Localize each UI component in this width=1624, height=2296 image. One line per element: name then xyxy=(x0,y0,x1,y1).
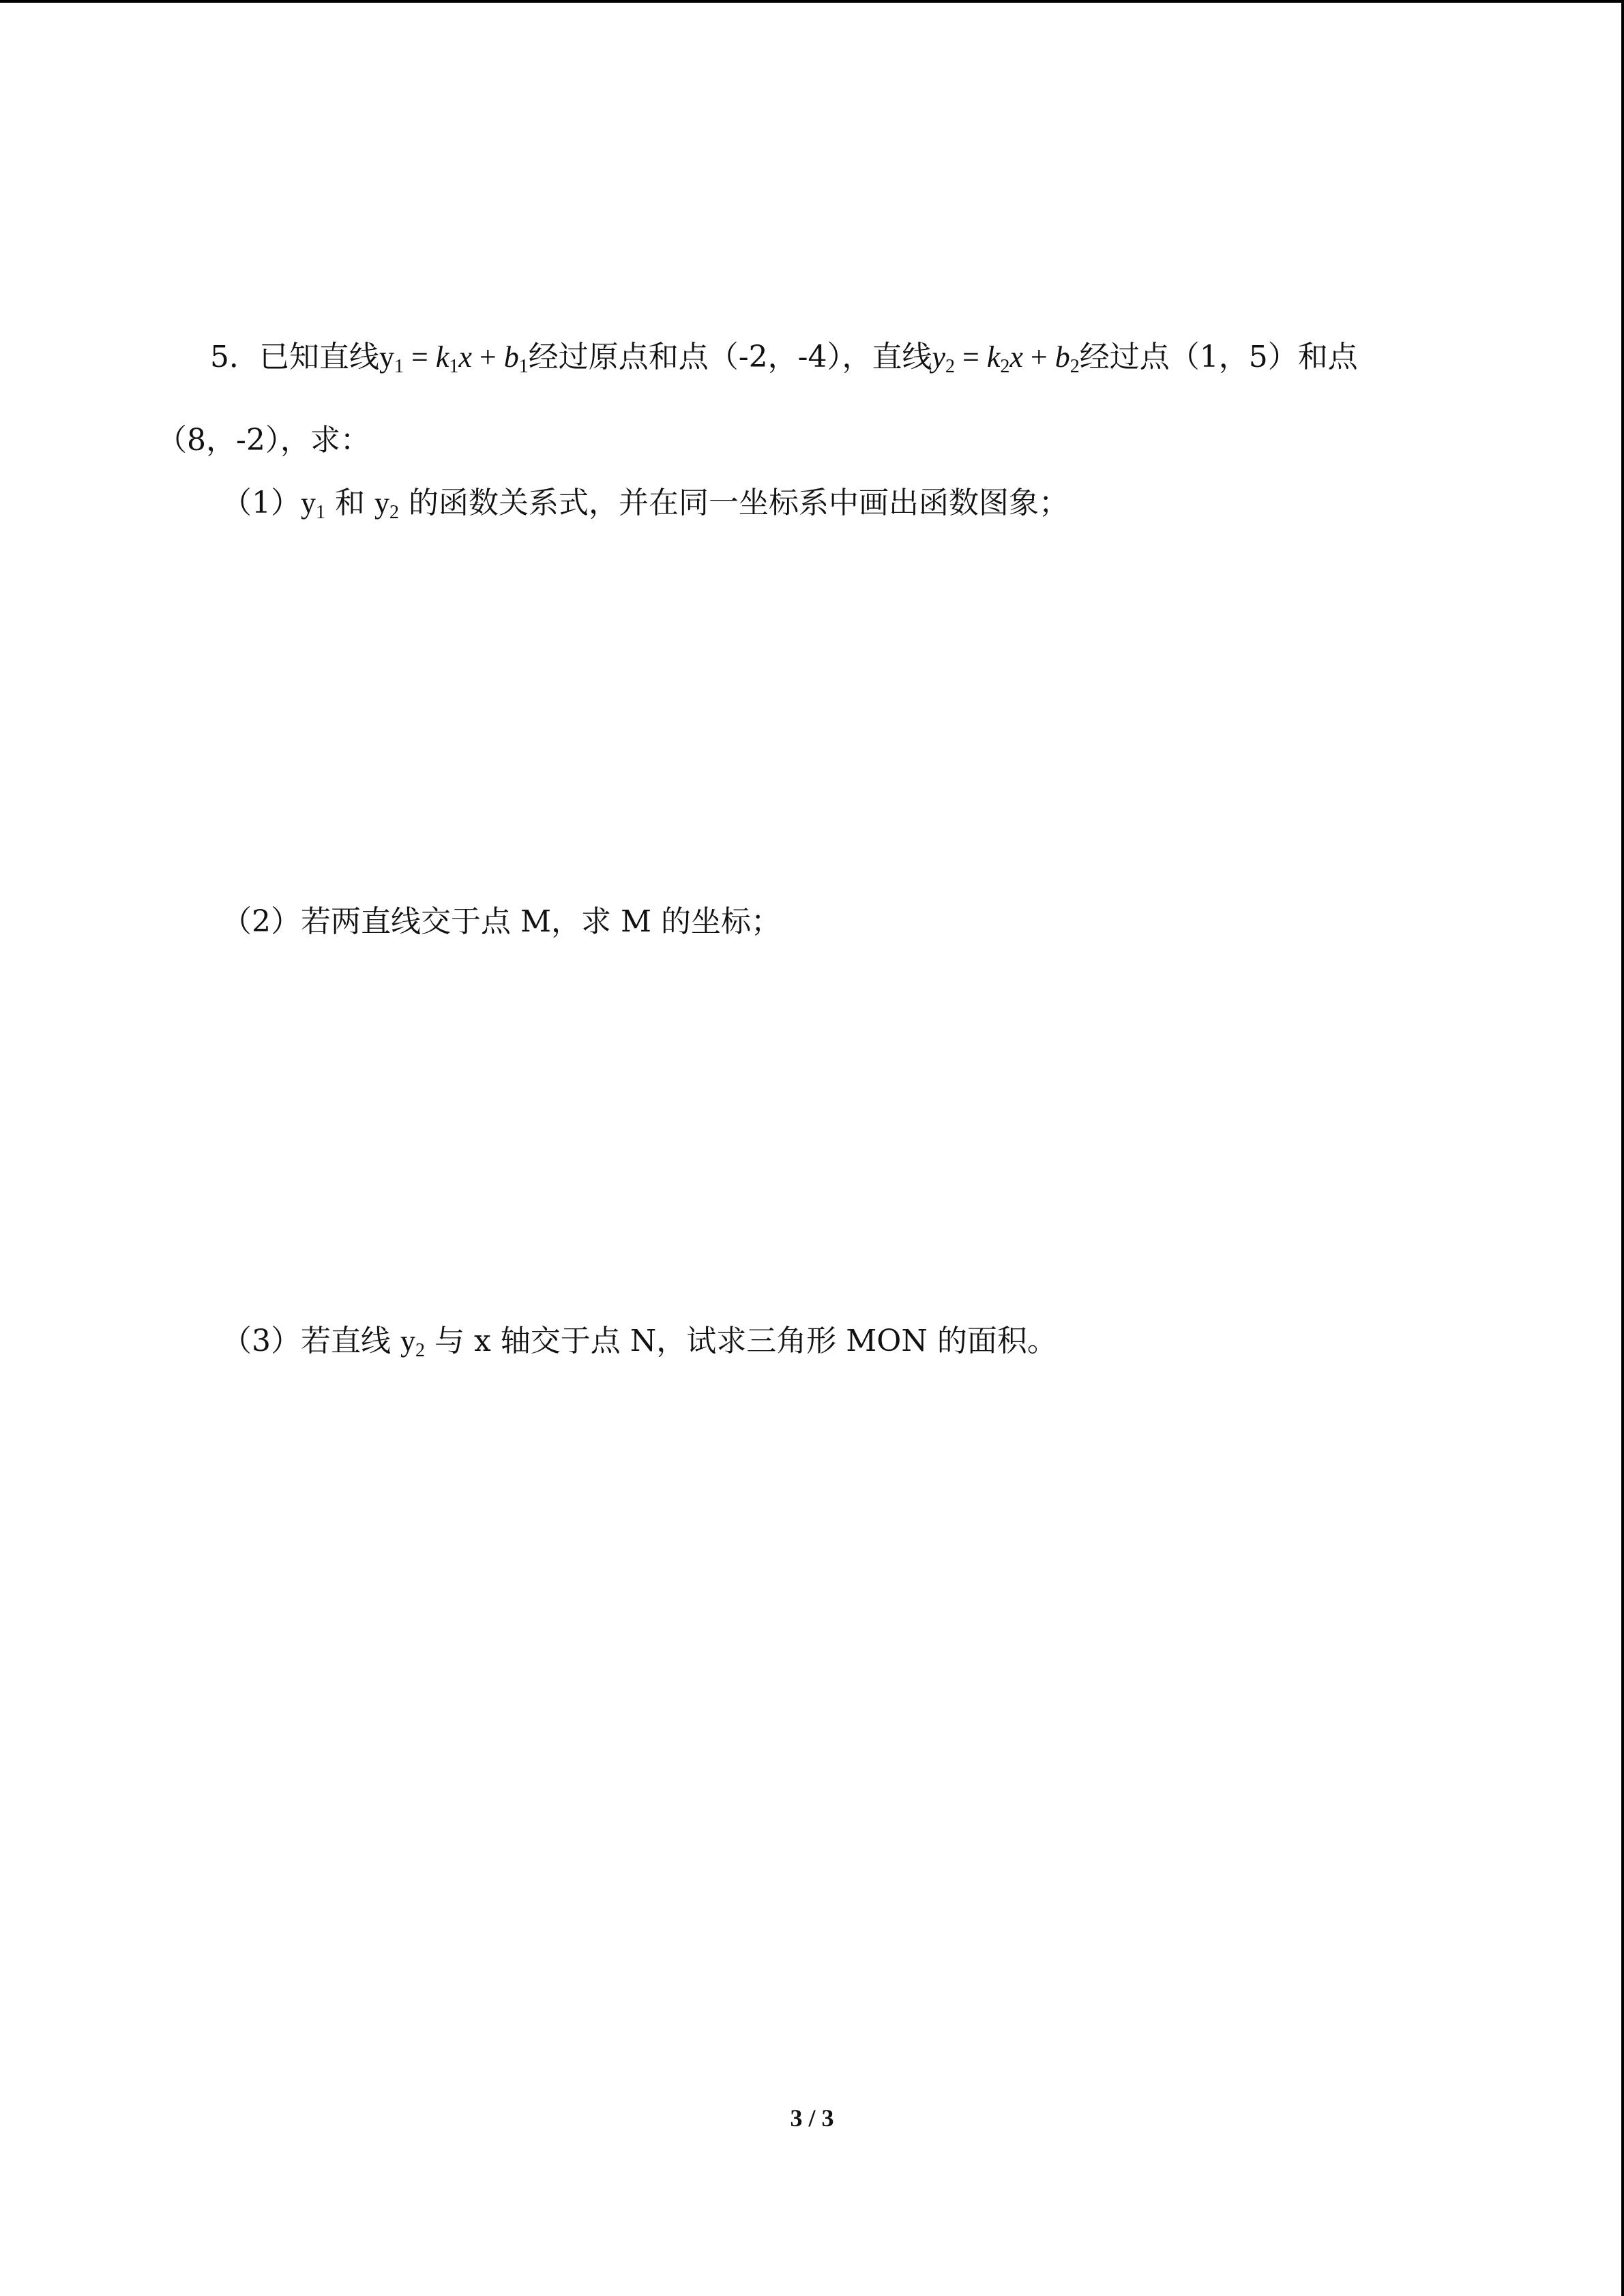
k1-symbol: k xyxy=(435,340,449,374)
page-right-border xyxy=(1621,0,1624,2296)
part-1 xyxy=(222,483,1069,524)
part-1-and: 和 xyxy=(325,486,374,520)
question-5-line-2: （8，-2），求： xyxy=(157,423,370,458)
part-1-rest: 的函数关系式，并在同一坐标系中画出函数图象； xyxy=(398,486,1069,520)
plus-2: + xyxy=(1022,340,1055,374)
part-1-y1-subscript: 1 xyxy=(316,502,325,523)
question-intro-c: 经过点（1，5）和点 xyxy=(1079,340,1358,374)
k2-symbol: k xyxy=(986,340,1001,374)
part-2: （2）若两直线交于点 M，求 M 的坐标； xyxy=(222,904,782,939)
y2-symbol: y xyxy=(932,340,945,374)
k1-subscript: 1 xyxy=(449,356,459,377)
part-3-prefix: （3）若直线 xyxy=(222,1324,400,1358)
question-intro-a: 已知直线 xyxy=(259,340,379,374)
page-top-border xyxy=(0,0,1624,3)
part-3-rest: 与 x 轴交于点 N，试求三角形 MON 的面积。 xyxy=(424,1324,1057,1358)
y2-subscript: 2 xyxy=(945,356,955,377)
x1-symbol: x xyxy=(458,340,472,374)
b1-subscript: 1 xyxy=(518,356,529,377)
part-3 xyxy=(222,1321,1057,1362)
part-3-y2-subscript: 2 xyxy=(415,1340,425,1361)
b2-subscript: 2 xyxy=(1069,356,1080,377)
part-1-y2: y xyxy=(374,486,389,520)
equals-2: = xyxy=(954,340,987,374)
part-1-prefix: （1） xyxy=(222,486,301,520)
part-3-y2: y xyxy=(400,1324,415,1358)
page-number: 3 / 3 xyxy=(790,2104,834,2132)
b1-symbol: b xyxy=(503,340,519,374)
question-5-line-1 xyxy=(210,337,1358,378)
question-intro-b: 经过原点和点（-2，-4），直线 xyxy=(528,340,932,374)
part-1-y2-subscript: 2 xyxy=(389,502,399,523)
equals-1: = xyxy=(404,340,436,374)
question-number: 5． xyxy=(210,340,259,374)
x2-symbol: x xyxy=(1009,340,1023,374)
part-1-y1: y xyxy=(301,486,316,520)
b2-symbol: b xyxy=(1054,340,1070,374)
y1-symbol: y xyxy=(379,340,394,374)
y1-subscript: 1 xyxy=(394,356,404,377)
plus-1: + xyxy=(471,340,504,374)
k2-subscript: 2 xyxy=(1000,356,1010,377)
